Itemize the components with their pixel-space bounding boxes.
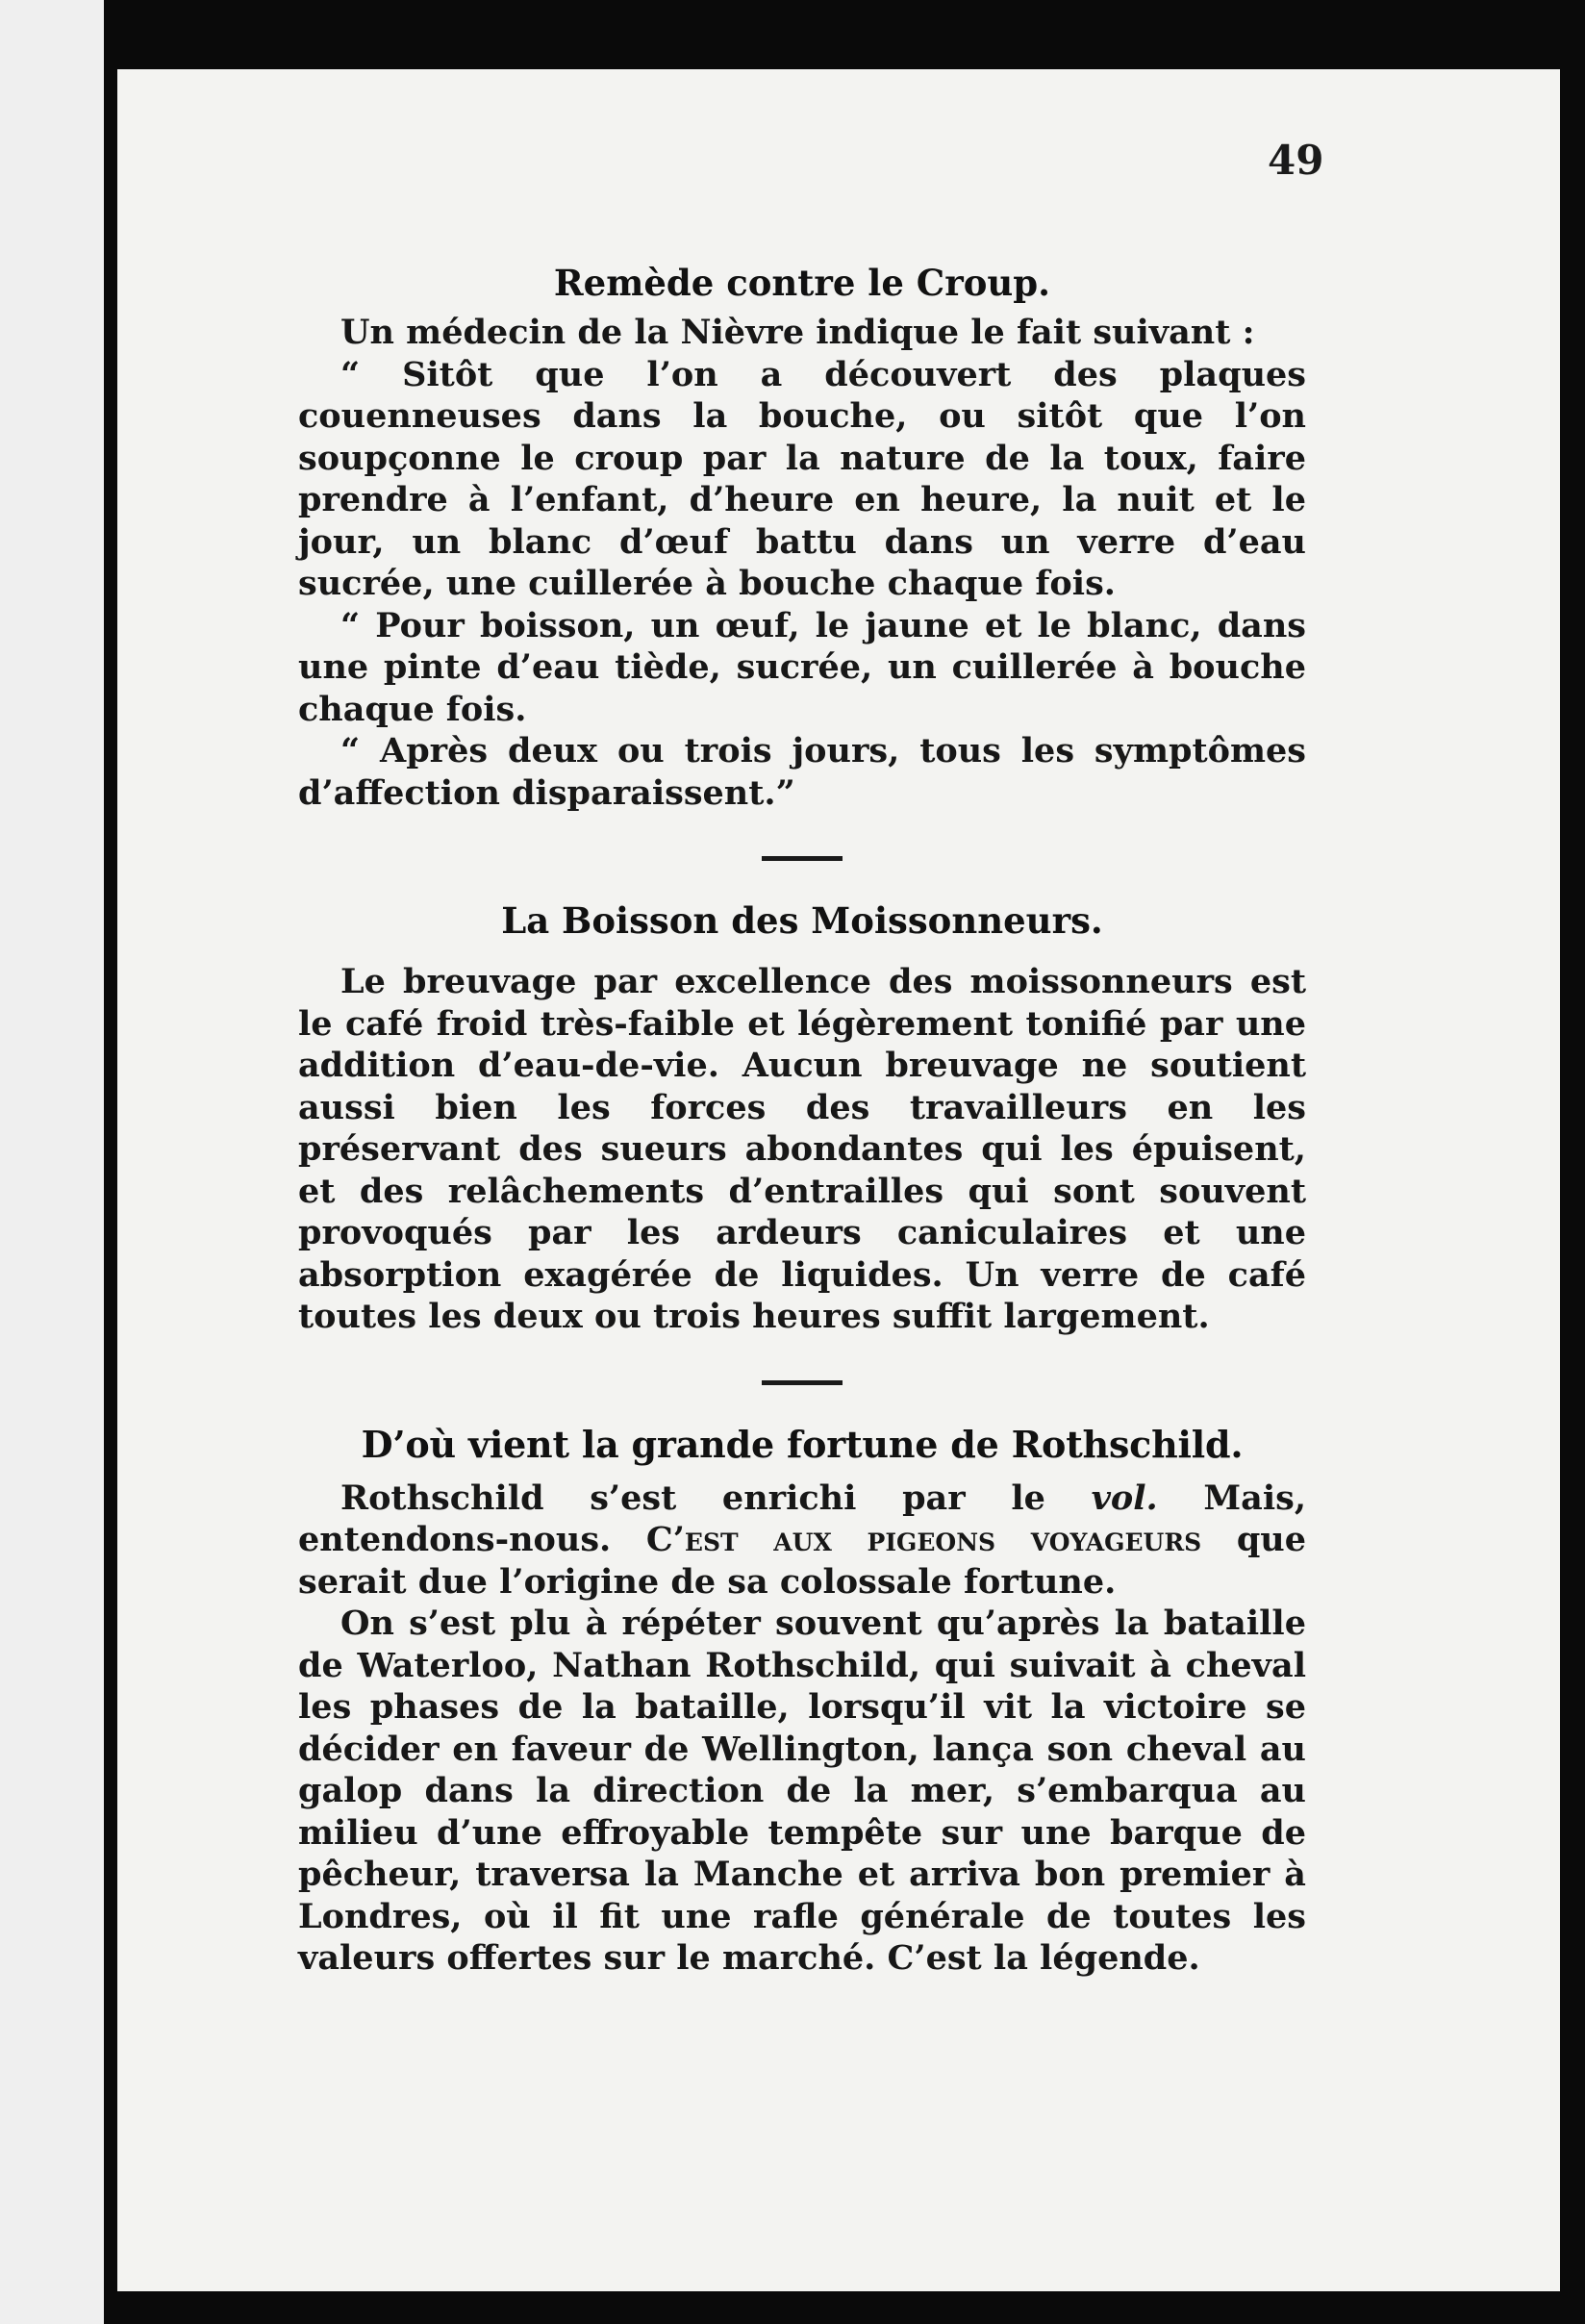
paragraph: On s’est plu à répéter souvent qu’après la bataille de Waterloo, Nathan Rothschild, qui suivait à cheval les phases de la bataille, lorsqu’il vit la victoire se décider en faveur de Wellington, lança son cheval au galop dans la direction de la mer, s’embarqua au milieu d’une effroyable tempête sur une barque de pêcheur, traversa la Manche et arriva bon premier à Londres, où il fit une rafle générale de toutes les valeurs offertes sur le marché. C’est la légende.: [298, 1604, 1306, 1978]
section-croup: [298, 260, 1306, 814]
paragraph: “ Pour boisson, un œuf, le jaune et le blanc, dans une pinte d’eau tiède, sucrée, un cuillerée à bouche chaque fois.: [298, 605, 1306, 729]
text-run: que serait due l’origine de sa colossale fortune.: [298, 1520, 1307, 1602]
section-title-rothschild: D’où vient la grande fortune de Rothschild.: [361, 1422, 1244, 1466]
text-run: Rothschild s’est enrichi par le: [340, 1478, 1092, 1518]
paragraph: “ Sitôt que l’on a découvert des plaques couenneuses dans la bouche, ou sitôt que l’on soupçonne le croup par la nature de la toux, faire prendre à l’enfant, d’heure en heure, la nuit et le jour, un blanc d’œuf battu dans un verre d’eau sucrée, une cuillerée à bouche chaque fois.: [298, 354, 1306, 603]
page-content: [298, 260, 1306, 1980]
section-divider: [762, 1380, 843, 1385]
section-title-moissonneurs: La Boisson des Moissonneurs.: [501, 899, 1103, 942]
section-title-croup: Remède contre le Croup.: [553, 262, 1051, 304]
small-caps-phrase: C’est aux pigeons voyageurs: [645, 1520, 1202, 1559]
emphasis: vol.: [1091, 1478, 1158, 1518]
section-moissonneurs: [298, 897, 1306, 1338]
adjacent-page-edge: [0, 0, 113, 2324]
section-rothschild: [298, 1422, 1306, 1980]
paragraph: Un médecin de la Nièvre indique le fait suivant :: [340, 313, 1255, 352]
paragraph: Le breuvage par excellence des moissonneurs est le café froid très-faible et légèrement tonifié par une addition d’eau-de-vie. Aucun breuvage ne soutient aussi bien les forces des travailleurs en les préservant des sueurs abondantes qui les épuisent, et des relâchements d’entrailles qui sont souvent provoqués par les ardeurs caniculaires et une absorption exagérée de liquides. Un verre de café toutes les deux ou trois heures suffit largement.: [298, 962, 1306, 1336]
page-gutter: [104, 0, 117, 2324]
paragraph: “ Après deux ou trois jours, tous les symptômes d’affection disparaissent.”: [298, 731, 1306, 813]
page-number: 49: [1268, 137, 1324, 184]
section-divider: [762, 856, 843, 861]
paragraph: [298, 1478, 1306, 1604]
text-run: Mais, entendons-nous.: [298, 1478, 1306, 1559]
